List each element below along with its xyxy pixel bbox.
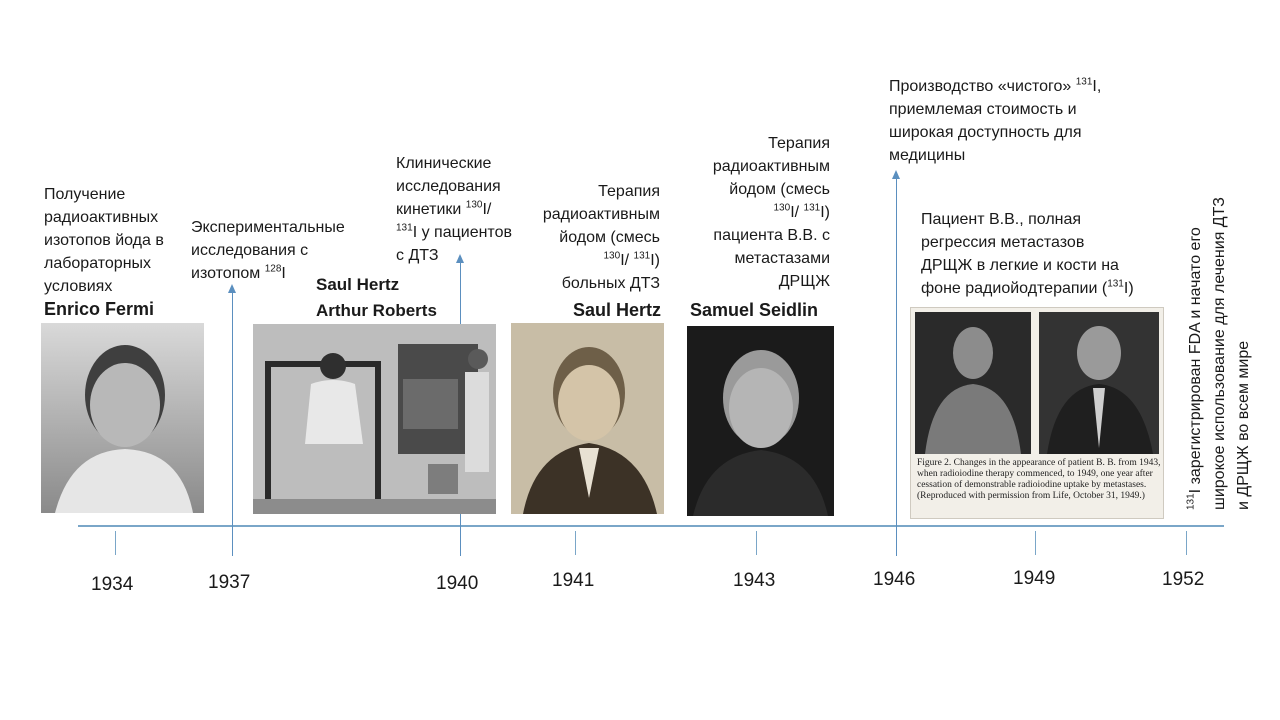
event-1940-name-1: Saul Hertz <box>316 275 400 294</box>
year-1946: 1946 <box>873 569 916 590</box>
event-1940-text: Клинические исследования кинетики $^{130}$I/ $^{131}$I у пациентов с ДТЗ <box>396 155 512 264</box>
arrow-1946 <box>896 172 897 556</box>
event-1949-text: Пациент В.В., полная регрессия метастазов ДРЩЖ в легкие и кости на фоне радиойодтерапии ($^{131}$I) <box>921 211 1134 297</box>
event-1946-text: Производство «чистого» $^{131}$I, приемлемая стоимость и широкая доступность для медицины <box>889 76 1102 164</box>
portrait-silhouette-icon <box>511 323 664 514</box>
year-1934: 1934 <box>91 574 134 595</box>
year-1941: 1941 <box>552 570 595 591</box>
event-1943-text: Терапия радиоактивным йодом (смесь $^{130}$I/ $^{131}$I) пациента В.В. с метастазами ДРЩЖ <box>712 135 830 290</box>
event-1937-text: Экспериментальные исследования с изотопом $^{128}$I <box>191 219 345 282</box>
event-1943-name: Samuel Seidlin <box>690 300 819 320</box>
tick-1941 <box>575 531 576 555</box>
hertz-photo <box>511 323 664 514</box>
event-1941-text: Терапия радиоактивным йодом (смесь $^{130}$I/ $^{131}$I) больных ДТЗ <box>542 183 660 292</box>
year-1943: 1943 <box>733 570 776 591</box>
fermi-photo <box>41 323 204 513</box>
tick-1934 <box>115 531 116 555</box>
event-1941-name: Saul Hertz <box>572 300 661 320</box>
tick-1952 <box>1186 531 1187 555</box>
timeline-axis <box>78 525 1224 527</box>
arrow-1937 <box>232 286 233 556</box>
tick-1949 <box>1035 531 1036 555</box>
event-1940-name-2: Arthur Roberts <box>316 301 437 320</box>
hertz-roberts-photo <box>253 324 496 514</box>
year-1937: 1937 <box>208 572 251 593</box>
portrait-silhouette-icon <box>41 323 204 513</box>
event-1934-text: Получение радиоактивных изотопов йода в лабораторных условиях <box>44 186 164 295</box>
event-1934-name: Enrico Fermi <box>44 299 155 319</box>
year-1940: 1940 <box>436 573 479 594</box>
figure-caption: Figure 2. Changes in the appearance of patient B. B. from 1943, when radioiodine therapy commenced, to 1949, one year after cessation of demonstrable radioiodine uptake by metastases. (Reproduced with permission from Life, October 31, 1949.) <box>917 458 1161 501</box>
event-1952-text: $^{131}$I зарегистрирован FDA и начато его широкое использование для лечения ДТЗ и ДРЩЖ во всем мире <box>1185 197 1252 510</box>
year-1952: 1952 <box>1162 569 1205 590</box>
year-1949: 1949 <box>1013 568 1056 589</box>
lab-scene-icon <box>253 324 496 514</box>
seidlin-photo <box>687 326 834 516</box>
patient-comparison-icon <box>911 308 1163 458</box>
tick-1943 <box>756 531 757 555</box>
patient-bb-figure <box>910 307 1164 519</box>
portrait-silhouette-icon <box>687 326 834 516</box>
